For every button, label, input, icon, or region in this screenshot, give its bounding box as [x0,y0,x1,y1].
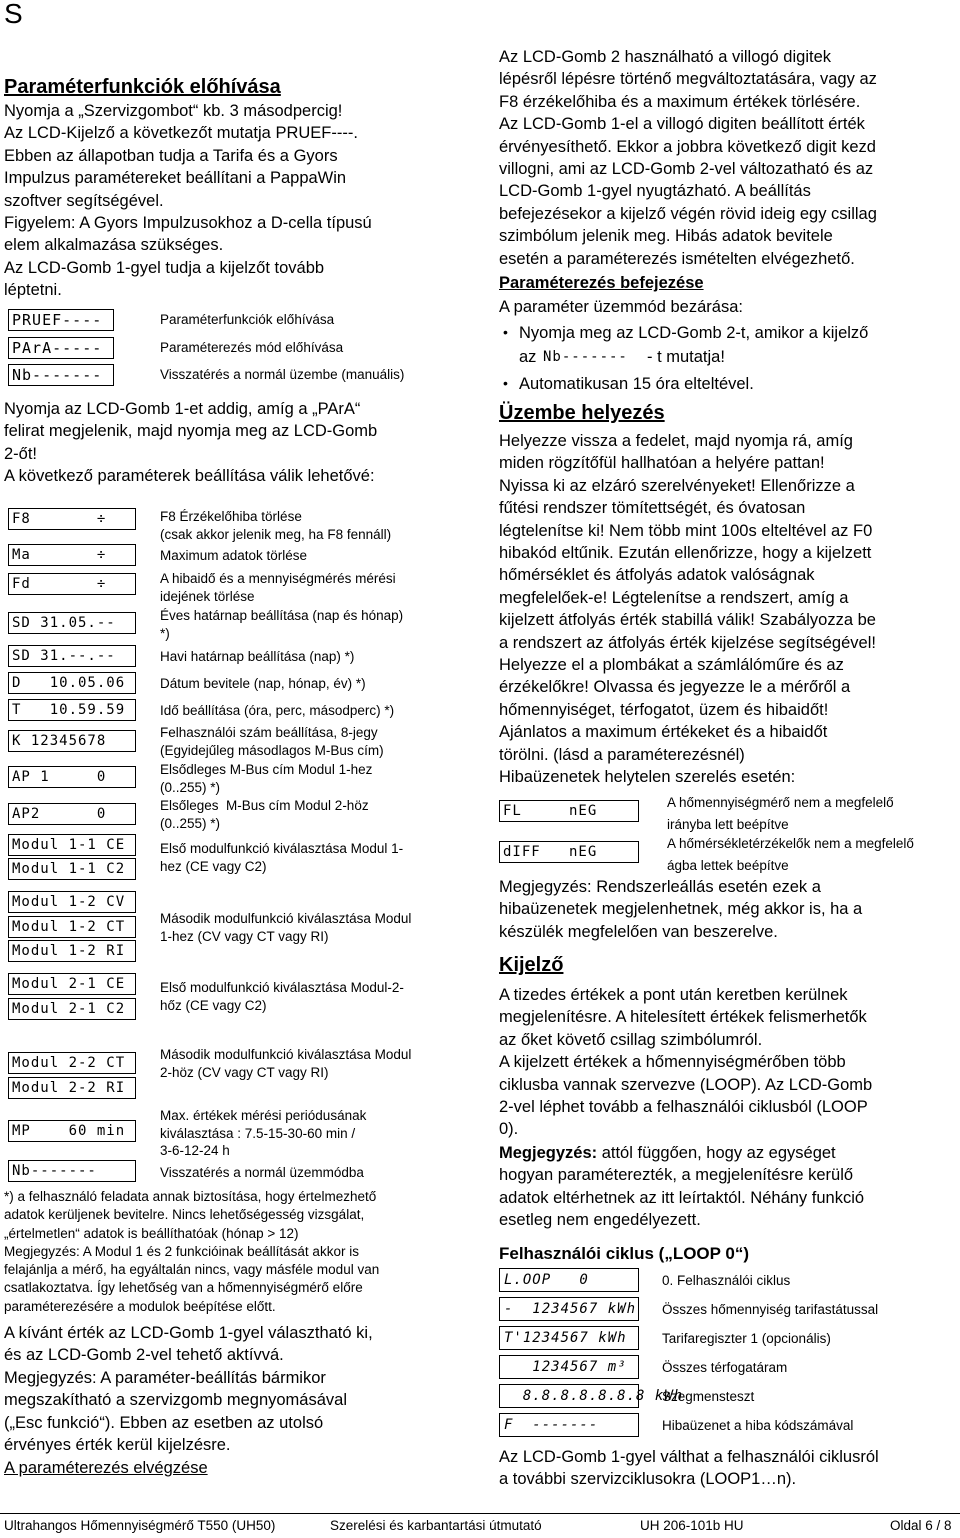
text-line: hőmennyiséget, térfogatot, üzem és hibaidőt! [499,700,829,719]
text-line: LCD-Gomb 1-gyel nyugtázható. A beállítás [499,182,811,201]
lcd-display: Modul 2-2 CT [8,1052,136,1074]
menu-description: Paraméterfunkciók előhívása [160,312,335,327]
heading-display: Kijelző [499,954,564,976]
text-line: érvényesíthető. Ekkor a jobbra következő digit kezd [499,137,876,156]
heading-commissioning: Üzembe helyezés [499,402,665,424]
lcd-display: Modul 1-2 RI [8,940,136,962]
text-line: adatok kerüljenek bevitelre. Nincs lehetőségesség vizsgálat, [4,1207,365,1223]
lcd-display: Modul 2-1 CE [8,973,136,995]
loop-description: Tarifaregiszter 1 (opcionális) [662,1331,831,1346]
lcd-display: FL nEG [499,800,639,822]
text-line: 2-vel léphet tovább a felhasználói ciklusból (LOOP [499,1098,868,1117]
text-line: Megjegyzés: Rendszerleállás esetén ezek a [499,878,821,896]
text-line: megfelelőek-e! Légtelenítse a rendszert, amíg a [499,588,849,607]
text-line: paraméterezésére a modulok beépítése előtt. [4,1298,276,1314]
param-description: Első modulfunkció kiválasztása Modul 1- hez (CE vagy C2) [160,841,404,874]
text-line: hibakód eltűnik. Ezután ellenőrizze, hogy a kijelzett [499,544,872,563]
text-line: léptetni. [4,281,62,300]
text-line: Hibaüzenetek helytelen szerelés esetén: [499,768,796,787]
note-text: hogyan paraméterezték, a megjelenítésre kerülő [499,1166,854,1185]
footer-rule [0,1513,960,1514]
text-line: „értelmetlen“ adatok is beállíthatóak (hónap > 12) [4,1225,299,1241]
footer-product: Ultrahangos Hőmennyiségmérő T550 (UH50) [4,1518,276,1533]
text-line: Megjegyzés: A paraméter-beállítás bármikor [4,1368,326,1387]
loop-description: Hibaüzenet a hiba kódszámával [662,1418,854,1433]
lcd-display: PRUEF---- [8,309,114,331]
commissioning-paragraph [499,430,957,789]
text-line [499,1209,957,1231]
lcd-display: Modul 1-2 CT [8,916,136,938]
bullet-1-prefix: az [519,348,537,366]
lcd-display: SD 31.05.-- [8,612,136,634]
text-line: csatlakoztatva. Így lehetőség van a hőmennyiségmérő előre [4,1280,363,1296]
loop-description: Összes térfogatáram [662,1360,788,1375]
text-line: Az LCD-Gomb 1-gyel tudja a kijelzőt tovább [4,258,325,277]
text-line: 0). [499,1120,519,1139]
subheading-parameterization: A paraméterezés elvégzése [4,1459,208,1477]
lcd-display: Modul 2-1 C2 [8,998,136,1020]
lcd-display: SD 31.--.-- [8,645,136,667]
error-description: A hőmennyiségmérő nem a megfelelő irányba lett beépítve [667,795,894,832]
text-line: Nyomja a „Szervizgombot“ kb. 3 másodpercig! [4,102,343,120]
loop-description: Szegmensteszt [662,1389,755,1404]
text-line: szimbólum jelenik meg. Hibás adatok bevitele [499,227,833,246]
lcd-display: - 1234567 kWh [499,1297,639,1321]
text-line: Helyezze el a plombákat a számlálóműre és az [499,656,844,675]
text-line: Impulzus paramétereket beállítani a PappaWin [4,169,347,188]
lcd-display: Fd ÷ [8,573,136,595]
text-line: A tizedes értékek a pont után keretben kerülnek [499,986,848,1004]
footer-doc-code: UH 206-101b HU [640,1518,744,1533]
footnote [4,1188,462,1316]
param-description: Felhasználói szám beállítása, 8-jegy (Egyidejűleg másodlagos M-Bus cím) [160,725,384,758]
bullet-1-text: Nyomja meg az LCD-Gomb 2-t, amikor a kijelző [519,324,869,342]
menu-description: Visszatérés a normál üzembe (manuális) [160,367,405,382]
note-paragraph [499,876,957,943]
param-description: Idő beállítása (óra, perc, másodperc) *) [160,703,395,718]
param-description: Max. értékek mérési periódusának kiválasztása : 7.5-15-30-60 min / 3-6-12-24 h [160,1108,367,1158]
text-line: („Esc funkció“). Ebben az esetben az utolsó [4,1413,324,1432]
text-line: Ajánlatos a maximum értékeket és a hibaidőt [499,723,828,742]
param-description: Második modulfunkció kiválasztása Modul 2-höz (CV vagy CT vagy RI) [160,1047,412,1080]
text-line: A kívánt érték az LCD-Gomb 1-gyel választható ki, [4,1324,373,1342]
text-line: Ebben az állapotban tudja a Tarifa és a Gyors [4,146,338,165]
lcd-display: AP 1 0 [8,766,136,788]
lcd-display: F8 ÷ [8,508,136,530]
param-description: Havi határnap beállítása (nap) *) [160,649,355,664]
note-text: esetleg nem engedélyezett. [499,1211,701,1230]
right-intro-paragraph [499,46,957,270]
text-line: Az LCD-Gomb 1-gyel válthat a felhasználói ciklusról [499,1448,879,1466]
text-line [499,1142,957,1164]
note-label: Megjegyzés: [499,1144,598,1162]
loop-paragraph [499,1446,957,1491]
text-line: F8 érzékelőhiba és a maximum értékek törlésére. [499,92,861,111]
section-title: Paraméterfunkciók előhívása [4,76,281,98]
finish-text: A paraméter üzemmód bezárása: [499,298,743,316]
display-paragraph [499,984,957,1141]
bullet-1-lcd: Nb------- [543,349,628,365]
lcd-display: Modul 1-1 CE [8,834,136,856]
text-line: elem alkalmazása szükséges. [4,236,224,255]
text-line: ciklusba vannak szervezve (LOOP). Az LCD-Gomb [499,1075,873,1094]
param-description: A hibaidő és a mennyiségmérés mérési idejének törlése [160,571,396,604]
footer-page: Oldal 6 / 8 [890,1518,952,1533]
text-line: Nyissa ki az elzáró szerelvényeket! Ellenőrizze a [499,476,855,495]
text-line: érvényes érték kerül kijelzésre. [4,1436,231,1455]
text-line: megjelenítésre. A hitelesített értékek felismerhetők [499,1008,867,1027]
text-line: a további szervizciklusokra (LOOP1…n). [499,1470,797,1489]
loop-description: Összes hőmennyiség tarifastátussal [662,1302,879,1317]
lcd-display: T 10.59.59 [8,699,136,721]
text-line: Figyelem: A Gyors Impulzusokhoz a D-cella típusú [4,214,372,233]
param-description: F8 Érzékelőhiba törlése (csak akkor jelenik meg, ha F8 fennáll) [160,509,392,542]
text-line: törölni. (lásd a paraméterezésnél) [499,745,745,764]
text-line: Az LCD-Gomb 2 használható a villogó digitek [499,48,832,66]
param-description: Maximum adatok törlése [160,548,308,563]
text-line: az őket követő csillag szimbólumról. [499,1030,763,1049]
lcd-display: PArA----- [8,337,114,359]
lcd-display: L.OOP 0 [499,1268,639,1292]
loop-description: 0. Felhasználói ciklus [662,1273,791,1288]
lcd-display: Nb------- [8,364,114,386]
bullet-dot: • [503,324,508,340]
text-line: és az LCD-Gomb 2-vel tehető aktívvá. [4,1346,284,1365]
text-line: miden rögzítőfül hallhatóan a helyére pattan! [499,454,825,473]
lcd-display: AP2 0 [8,803,136,825]
lcd-display: T'1234567 kWh [499,1326,639,1350]
text-line: hibaüzenetek megjelenhetnek, még akkor is, ha a [499,900,863,919]
bullet-1-suffix: - t mutatja! [647,348,725,366]
lcd-display: Nb------- [8,1160,136,1182]
text-line: hőmérséklet és átfolyás adatok valóságnak [499,566,815,585]
text-line: érzékelőkre! Olvassa és jegyezze le a mérőről a [499,678,851,697]
page-letter: S [4,0,23,29]
text-line: A következő paraméterek beállítása válik lehetővé: [4,467,375,486]
param-description: Elsődleges M-Bus cím Modul 1-hez (0..255) *) [160,762,373,795]
note-text: adatok eltérhetnek az itt leírtaktól. Néhány funkció [499,1188,865,1207]
text-line: felajánlja a mérő, ha egyáltalán nincs, vagy másféle modul van [4,1262,380,1278]
lcd-display: Modul 1-1 C2 [8,858,136,880]
lcd-display: F ------- [499,1413,639,1437]
bullet-dot: • [503,375,508,391]
param-description: Elsőleges M-Bus cím Modul 2-höz (0..255) *) [160,798,369,831]
text-line: 2-őt! [4,444,38,463]
text-line: Az LCD-Kijelző a következőt mutatja PRUEF----. [4,124,358,143]
lcd-display: D 10.05.06 [8,672,136,694]
lcd-display: dIFF nEG [499,841,639,863]
text-line: Nyomja az LCD-Gomb 1-et addig, amíg a „PArA“ [4,400,361,418]
text-line: készülék megfelelően van beszerelve. [499,922,778,941]
lcd-display: K 12345678 [8,730,136,752]
param-description: Visszatérés a normál üzemmódba [160,1165,364,1180]
lcd-display: Modul 1-2 CV [8,891,136,913]
note-text: attól függően, hogy az egységet [597,1144,836,1162]
text-line: villogni, ami az LCD-Gomb 2-vel változatható és az [499,160,874,179]
display-note [499,1142,957,1232]
param-description: Második modulfunkció kiválasztása Modul 1-hez (CV vagy CT vagy RI) [160,911,412,944]
text-line: befejezésekor a kijelző végén rövid ideig egy csillag [499,204,877,223]
text-line: légtelenítse ki! Nem több mint 100s elteltével az F0 [499,521,873,540]
intro-paragraph [4,100,462,302]
subheading-finish: Paraméterezés befejezése [499,274,704,292]
text-line: *) a felhasználó feladata annak biztosítása, hogy értelmezhető [4,1189,377,1204]
lcd-display: MP 60 min [8,1120,136,1142]
text-line: felirat megjelenik, majd nyomja meg az LCD-Gomb [4,422,378,441]
lcd-display: 8.8.8.8.8.8.8 kWh [499,1384,639,1408]
text-line: lépésről lépésre történő megváltoztatására, vagy az [499,70,877,89]
text-line: fűtési rendszer tömítettségét, és óvatosan [499,499,806,518]
error-description: A hőmérsékletérzékelők nem a megfelelő ágba lettek beépítve [667,836,914,873]
text-line: esetén a paraméterezés ismételten elvégezhető. [499,249,855,268]
footer-manual: Szerelési és karbantartási útmutató [330,1518,542,1533]
closing-paragraph [4,1322,462,1456]
bullet-2-text: Automatikusan 15 óra elteltével. [519,375,754,393]
text-line [499,1187,957,1209]
text-line: a rendszert az átfolyás érték kijelzése segítségével! [499,633,876,652]
lcd-display: Modul 2-2 RI [8,1077,136,1099]
menu-description: Paraméterezés mód előhívása [160,340,344,355]
param-paragraph [4,398,462,488]
text-line: Megjegyzés: A Modul 1 és 2 funkcióinak beállítását akkor is [4,1243,359,1259]
text-line: kijelzett átfolyás érték stabillá válik! Szabályozza be [499,611,876,630]
param-description: Első modulfunkció kiválasztása Modul-2- hőz (CE vagy C2) [160,980,404,1013]
text-line: A kijelzett értékek a hőmennyiségmérőben több [499,1053,846,1072]
lcd-display: Ma ÷ [8,544,136,566]
text-line: szoftver segítségével. [4,191,164,210]
param-description: Dátum bevitele (nap, hónap, év) *) [160,676,366,691]
text-line: Helyezze vissza a fedelet, majd nyomja rá, amíg [499,432,853,450]
param-description: Éves határnap beállítása (nap és hónap) *) [160,608,404,641]
loop-title: Felhasználói ciklus („LOOP 0“) [499,1244,750,1263]
lcd-display: 1234567 m³ [499,1355,639,1379]
text-line [499,1164,957,1186]
text-line: Az LCD-Gomb 1-el a villogó digiten beállított érték [499,115,865,134]
text-line: megszakítható a szervizgomb megnyomásával [4,1391,347,1410]
